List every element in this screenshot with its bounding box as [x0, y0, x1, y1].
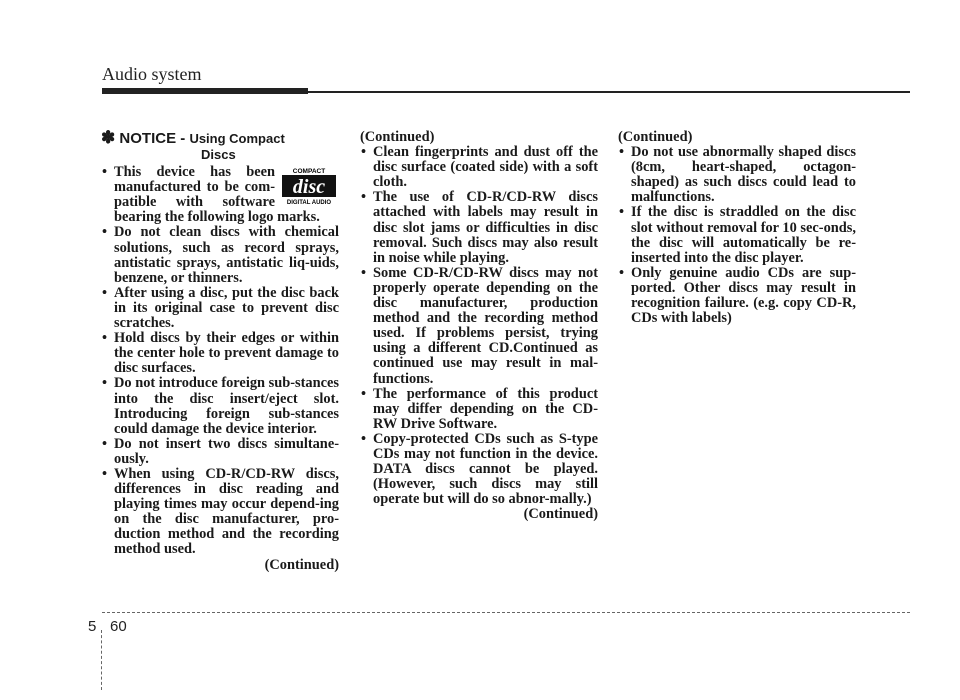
- notice-label: NOTICE -: [119, 130, 186, 147]
- notice-subtitle: Using Compact: [189, 131, 285, 146]
- svg-text:COMPACT: • COMPACT: [292, 168, 326, 176]
- column-1: [101, 130, 339, 573]
- continued-heading: (Continued): [618, 129, 693, 145]
- column-3: [618, 130, 856, 326]
- section-number: 5: [88, 618, 97, 635]
- footer-divider: [101, 630, 102, 690]
- list-item: • The performance of this product may differ depending on the CD-RW Drive Software.: [360, 387, 598, 432]
- list-item: • When using CD-R/CD-RW discs, differences in disc reading and playing times may occur depend-ing on the disc manufacturer, pro-duction method and the recording method used.: [101, 467, 339, 558]
- list-item: • Do not insert two discs simultane-ously.: [101, 437, 339, 467]
- continued-label: (Continued): [523, 506, 598, 523]
- page-number: 60: [110, 618, 127, 635]
- footer-rule: [102, 612, 910, 613]
- header-rule-accent: [102, 88, 308, 94]
- continued-heading: (Continued): [360, 129, 435, 145]
- list-item: • Hold discs by their edges or within the center hole to prevent damage to disc surfaces.: [101, 331, 339, 376]
- notice-subtitle-line2: Discs: [201, 147, 236, 162]
- list-item: • After using a disc, put the disc back in its original case to prevent disc scratches.: [101, 286, 339, 331]
- list-item: • Do not introduce foreign sub-stances into the disc insert/eject slot. Introducing foreign sub-stances could damage the device interior.: [101, 376, 339, 436]
- list-item: • Only genuine audio CDs are sup-ported. Other discs may result in recognition failure. (e.g. copy CD-R, CDs with labels): [618, 266, 856, 326]
- list-item: • COMPACT disc DIGITAL AUDIO This device has been manufactured to be com-patible with software bearing the following logo marks.: [101, 165, 339, 225]
- svg-text:DIGITAL AUDIO: DIGITAL AUDIO: [286, 200, 332, 207]
- notice-star-icon: ✽: [101, 128, 116, 147]
- list-item: • If the disc is straddled on the disc slot without removal for 10 sec-onds, the disc will automatically be re-inserted into the disc player.: [618, 205, 856, 265]
- column-2: [360, 130, 598, 522]
- list-item: • Clean fingerprints and dust off the disc surface (coated side) with a soft cloth.: [360, 145, 598, 190]
- page-header-title: Audio system: [102, 64, 202, 84]
- continued-label: (Continued): [264, 556, 339, 573]
- list-item: • The use of CD-R/CD-RW discs attached with labels may result in disc slot jams or difficulties in disc removal. Such discs may also result in noise while playing.: [360, 190, 598, 265]
- list-item: • Do not clean discs with chemical solutions, such as record sprays, antistatic sprays, antistatic liq-uids, benzene, or thinners.: [101, 225, 339, 285]
- compact-disc-logo-icon: [279, 166, 339, 206]
- list-item: • Copy-protected CDs such as S-type CDs may not function in the device. DATA discs cannot be played. (However, such discs may still operate but will do so abnor-mally.): [360, 432, 598, 507]
- svg-text:disc: disc: [292, 176, 326, 199]
- list-item: • Do not use abnormally shaped discs (8cm, heart-shaped, octagon-shaped) as such discs could lead to malfunctions.: [618, 145, 856, 205]
- list-item: • Some CD-R/CD-RW discs may not properly operate depending on the disc manufacturer, production method and the recording method used. If problems persist, trying using a different CD.Continued as continued use may result in mal-functions.: [360, 266, 598, 387]
- notice-heading: [101, 130, 339, 147]
